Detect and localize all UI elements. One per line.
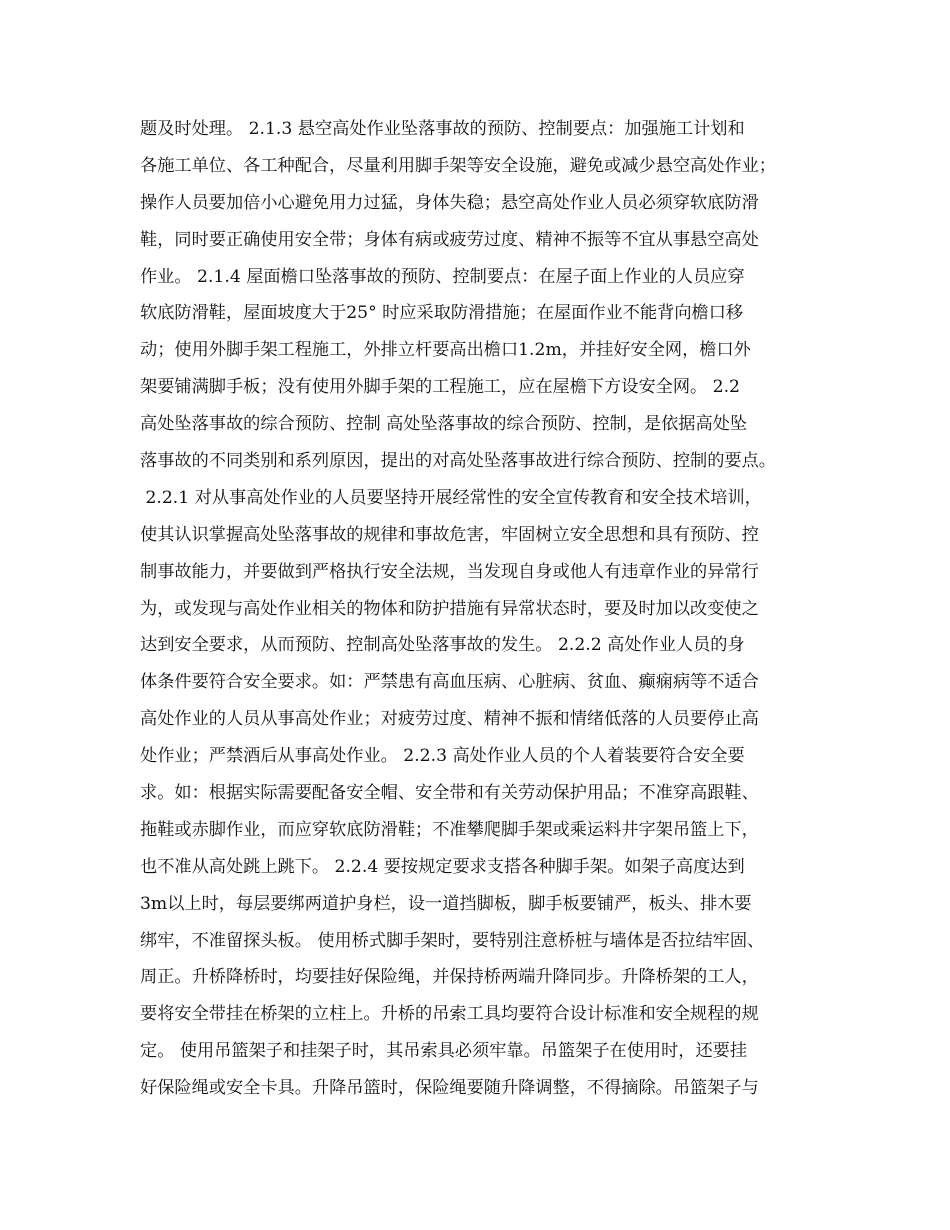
text-line: 周正。升桥降桥时，均要挂好保险绳，并保持桥两端升降同步。升降桥架的工人，: [140, 967, 759, 988]
text-line: 达到安全要求，从而预防、控制高处坠落事故的发生。 2.2.2 高处作业人员的身: [140, 635, 745, 656]
text-line: 定。 使用吊篮架子和挂架子时，其吊索具必须牢靠。吊篮架子在使用时，还要挂: [140, 1041, 748, 1062]
text-line: 要将安全带挂在桥架的立柱上。升桥的吊索工具均要符合设计标准和安全规程的规: [140, 1004, 759, 1025]
text-line: 高处作业的人员从事高处作业；对疲劳过度、精神不振和情绪低落的人员要停止高: [140, 709, 759, 730]
text-line: 求。如：根据实际需要配备安全帽、安全带和有关劳动保护用品；不准穿高跟鞋、: [140, 783, 759, 804]
text-line: 为，或发现与高处作业相关的物体和防护措施有异常状态时，要及时加以改变使之: [140, 598, 759, 619]
text-line: 题及时处理。 2.1.3 悬空高处作业坠落事故的预防、控制要点：加强施工计划和: [140, 119, 745, 139]
text-line: 制事故能力，并要做到严格执行安全法规，当发现自身或他人有违章作业的异常行: [140, 561, 759, 582]
text-line: 动；使用外脚手架工程施工，外排立杆要高出檐口1.2m，并挂好安全网，檐口外: [140, 340, 751, 361]
text-line: 拖鞋或赤脚作业，而应穿软底防滑鞋；不准攀爬脚手架或乘运料井字架吊篮上下，: [140, 819, 759, 840]
text-line: 高处坠落事故的综合预防、控制 高处坠落事故的综合预防、控制，是依据高处坠: [140, 414, 748, 435]
text-line: 好保险绳或安全卡具。升降吊篮时，保险绳要随升降调整，不得摘除。吊篮架子与: [140, 1078, 759, 1099]
text-line: 架要铺满脚手板；没有使用外脚手架的工程施工，应在屋檐下方设安全网。 2.2: [140, 377, 740, 398]
text-line: 使其认识掌握高处坠落事故的规律和事故危害，牢固树立安全思想和具有预防、控: [140, 524, 759, 545]
text-line: 各施工单位、各工种配合，尽量利用脚手架等安全设施，避免或减少悬空高处作业；: [140, 155, 776, 176]
text-line: 鞋，同时要正确使用安全带；身体有病或疲劳过度、精神不振等不宜从事悬空高处: [140, 229, 759, 250]
text-line: 3m以上时，每层要绑两道护身栏，设一道挡脚板，脚手板要铺严，板头、排木要: [140, 893, 752, 914]
text-line: 落事故的不同类别和系列原因，提出的对高处坠落事故进行综合预防、控制的要点。: [140, 451, 776, 472]
text-line: 作业。 2.1.4 屋面檐口坠落事故的预防、控制要点：在屋子面上作业的人员应穿: [140, 266, 745, 287]
text-line: 操作人员要加倍小心避免用力过猛，身体失稳；悬空高处作业人员必须穿软底防滑: [140, 192, 759, 213]
text-line: 体条件要符合安全要求。如：严禁患有高血压病、心脏病、贫血、癫痫病等不适合: [140, 672, 759, 693]
text-line: 绑牢，不准留探头板。 使用桥式脚手架时，要特别注意桥桩与墙体是否拉结牢固、: [140, 930, 765, 951]
text-line: 2.2.1 对从事高处作业的人员要坚持开展经常性的安全宣传教育和安全技术培训，: [140, 487, 762, 508]
body-text: [140, 111, 830, 1107]
text-line: 软底防滑鞋，屋面坡度大于25° 时应采取防滑措施；在屋面作业不能背向檐口移: [140, 303, 744, 324]
text-line: 也不准从高处跳上跳下。 2.2.4 要按规定要求支搭各种脚手架。如架子高度达到: [140, 856, 745, 877]
text-line: 处作业；严禁酒后从事高处作业。 2.2.3 高处作业人员的个人着装要符合安全要: [140, 746, 745, 767]
